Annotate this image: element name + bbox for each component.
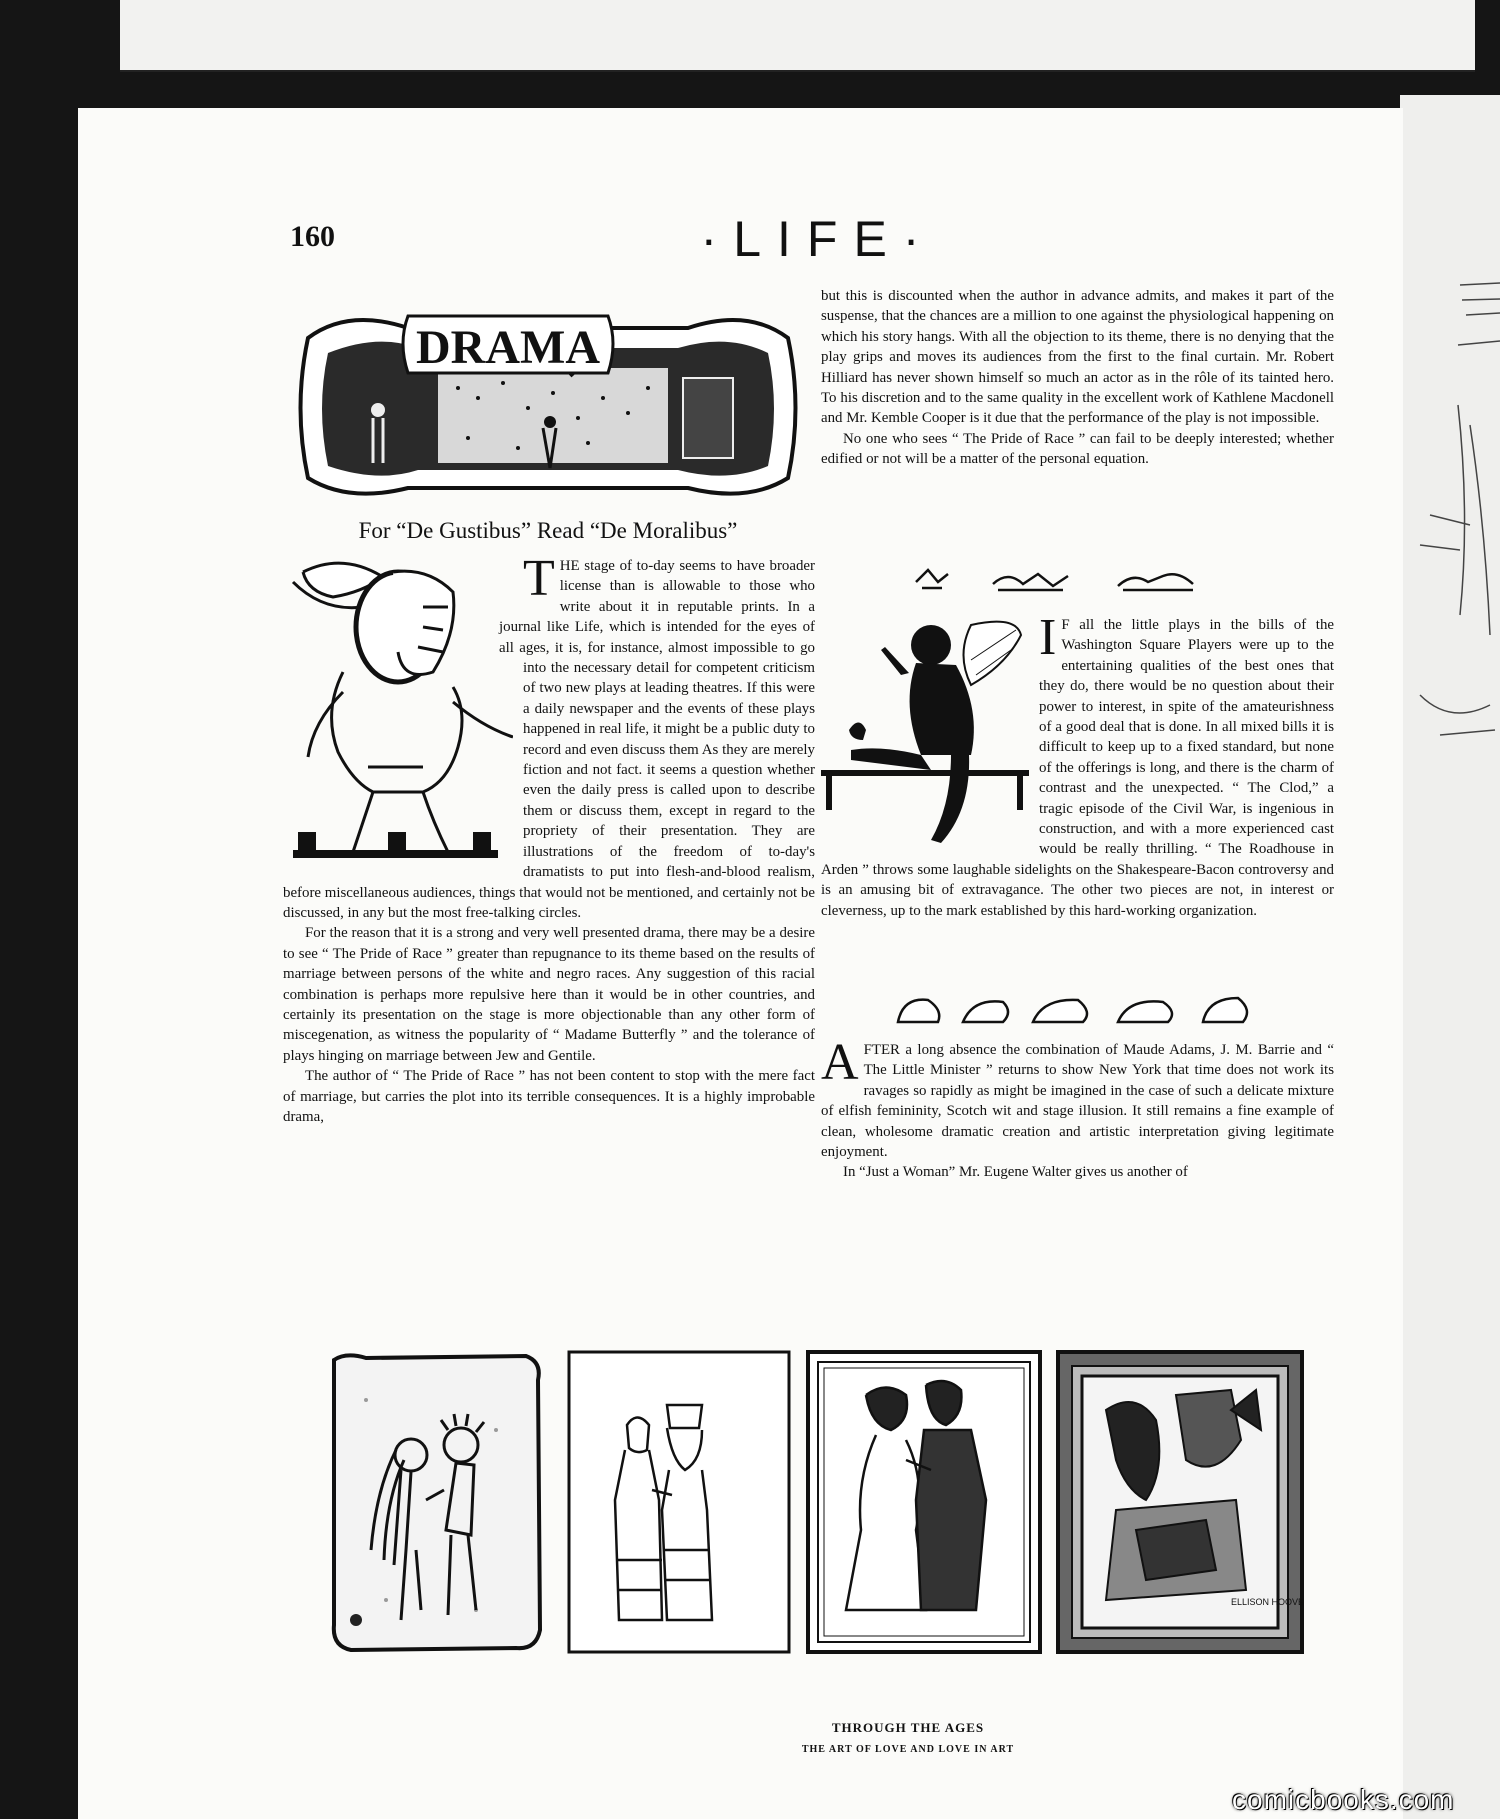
watermark: comicbooks.com — [1232, 1784, 1455, 1815]
washington-square-tail: long, and there is the charm of contrast and the unexpected. “ The Clod,” a tragic episode of the Civil War, is ingenious in construction, and with a more experienced cast would be really thrilling. “ The Roadhouse in Arden ” throws some laughable sidelights on the Shakespeare-Bacon controversy and is an amusing bit of extravagance. The other two pieces are not, in interest or cleverness, up to the mark established by this hard-working organization. — [821, 759, 1334, 919]
facing-page-edge — [1400, 95, 1500, 1819]
drama-banner-illustration — [288, 298, 808, 508]
right-column-part1 — [821, 286, 1334, 470]
figures-divider-ornament — [908, 560, 1208, 594]
article-headline: For “De Gustibus” Read “De Moralibus” — [358, 518, 738, 543]
washington-square-paragraph: F all the little plays in the bills of the Washington Square Players were up to the entertaining qualities of the best ones that they do, there would be no question about their power to interest, in spite of the amateurishness of a good deal that is done. In all mixed bills it is difficult to keep up to a fixed standard, but none of the offerings is — [1039, 617, 1334, 776]
artist-signature: ELLISON HOOVER — [1231, 1597, 1304, 1607]
cartoon-subtitle: THE ART OF LOVE AND LOVE IN ART — [801, 1744, 1015, 1755]
facing-page-sketch — [1400, 95, 1500, 795]
paragraph-author: The author of “ The Pride of Race ” has not been content to stop with the mere fact of marriage, but carries the plot into its terrible consequences. It is a highly improbable drama, — [283, 1068, 815, 1125]
panel-modern-couple-frame — [806, 1350, 1042, 1654]
lead-paragraph-tail: flesh-and-blood realism, before miscellaneous audiences, things that would not be mentioned, and certainly not be discussed, in any but the most free-talking circles. — [283, 864, 815, 921]
just-a-woman-paragraph: In “Just a Woman” Mr. Eugene Walter gives us another of — [843, 1164, 1188, 1181]
right-column-part3 — [821, 1034, 1334, 1183]
drama-banner-text: DRAMA — [416, 321, 600, 374]
dropcap-a: A — [821, 1034, 859, 1091]
left-column — [283, 550, 815, 1125]
lead-paragraph-text: HE stage of to-day seems to have broader license than is allowable to those who write about it in reputable prints. In a journal like Life, which is intended for the eyes of all ages, it is, for instance, almost impossible to go into the necessary detail for competent criticism of two new plays at leading theatres. If this were a daily newspaper and the events of these plays happened in real life, it might be a public duty to record and even discuss them As they are merely fiction and not fact. it seems a question whether even the daily press is called upon to describe them or discuss them, except in regard to the propriety of their presentation. They are illustrations of the freedom of to-day's dramatists to put into — [499, 558, 815, 881]
paragraph-no-one-who-sees: No one who sees “ The Pride of Race ” can fail to be deeply interested; whether edified or not will be a matter of the personal equation. — [821, 430, 1334, 468]
right-column-part2 — [821, 609, 1334, 921]
masthead-life: ·LIFE· — [700, 211, 936, 267]
panel-stone-age-tablet — [326, 1350, 546, 1654]
masks-divider-ornament — [888, 992, 1288, 1028]
cartoon-title: THROUGH THE AGES — [831, 1720, 985, 1735]
magazine-page — [78, 108, 1403, 1819]
previous-page-edge — [120, 0, 1475, 72]
dropcap-t: T — [523, 550, 555, 607]
cupid-mask-illustration — [283, 552, 523, 870]
panel-assyrian-relief — [567, 1350, 791, 1654]
paragraph-discounted: but this is discounted when the author in advance admits, and makes it part of the suspense, that the chances are a million to one against the physiological happening on which his story hangs. With all the objection to its theme, there is no denying that the play grips and moves its audiences from the first to the final curtain. Mr. Robert Hilliard has never shown himself so much an actor as in the rôle of its tainted hero. To his discretion and to the same quality in the excellent work of Kathlene Macdonell and Mr. Kemble Cooper is it due that the performance of the play is not impossible. — [821, 288, 1334, 427]
little-minister-paragraph: FTER a long absence the combination of Maude Adams, J. M. Barrie and “ The Little Minister ” returns to show New York that time does not work its ravages so rapidly as might be imagined in the case of such a delicate mixture of elfish femininity, Scotch wit and stage illusion. It still remains a fine example of clean, wholesome dramatic creation and artistic interpretation giving legitimate enjoyment. — [821, 1042, 1334, 1161]
page-number: 160 — [290, 220, 335, 253]
fairy-silhouette-illustration — [821, 615, 1039, 851]
paragraph-pride-of-race: For the reason that it is a strong and very well presented drama, there may be a desire to see “ The Pride of Race ” greater than repugnance to its theme based on the results of marriage between persons of the white and negro races. Any suggestion of this racial combination is perhaps more repulsive here than it would be in other countries, and certainly its presentation on the stage is more objectionable than any other form of miscegenation, as witness the popularity of “ Madame Butterfly ” and the tolerance of plays hinging on marriage between Jew and Gentile. — [283, 925, 815, 1064]
panel-cubist-frame — [1056, 1350, 1304, 1654]
dropcap-i: I — [1039, 609, 1057, 666]
